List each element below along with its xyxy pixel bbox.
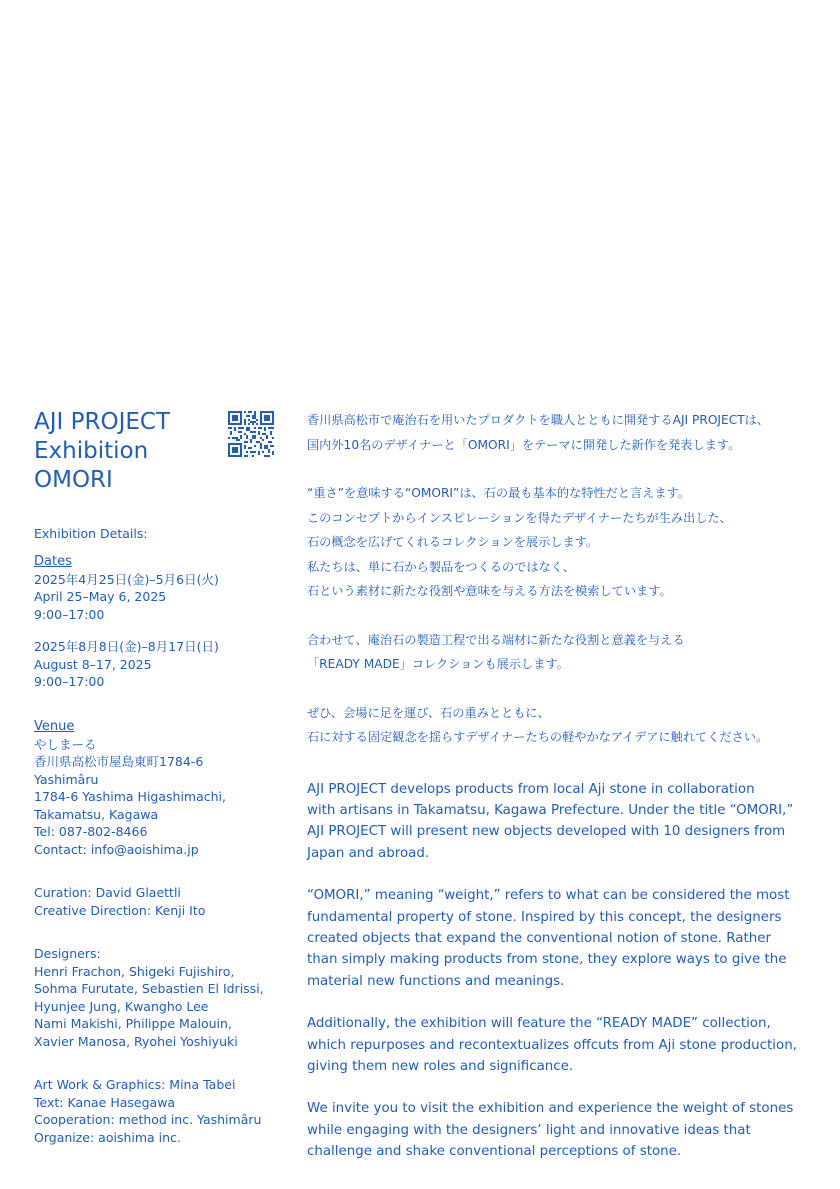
en-line: which repurposes and recontextualizes offcuts from Aji stone production, (307, 1037, 797, 1053)
en-line: while engaging with the designers’ light and innovative ideas that (307, 1122, 751, 1138)
venue-line: Takamatsu, Kagawa (34, 806, 159, 822)
designers (34, 945, 284, 1050)
jp-line: 国内外10名のデザイナーと「OMORI」をテーマに開発した新作を発表します。 (307, 437, 741, 452)
staff-line: Art Work & Graphics: Mina Tabei (34, 1077, 236, 1092)
jp-paragraph-1 (307, 408, 817, 457)
staff-line: Organize: aoishima inc. (34, 1129, 181, 1145)
venue-line: やしまーる (34, 736, 97, 752)
en-line: material new functions and meanings. (307, 973, 565, 989)
venue-label: Venue (34, 718, 75, 734)
en-line: Additionally, the exhibition will feature the “READY MADE” collection, (307, 1016, 771, 1032)
time-line: 9:00–17:00 (34, 606, 105, 622)
staff-line: Cooperation: method inc. Yashimâru (34, 1112, 262, 1127)
staff-credits (34, 1076, 284, 1146)
venue-line: Yashimâru (34, 771, 99, 787)
credits (34, 884, 284, 919)
designer-line: Hyunjee Jung, Kwangho Lee (34, 998, 209, 1014)
credit-line: Creative Direction: Kenji Ito (34, 902, 206, 918)
designer-line: Nami Makishi, Philippe Malouin, (34, 1016, 232, 1031)
date-line: August 8–17, 2025 (34, 656, 152, 672)
qr-code-icon (228, 411, 274, 457)
date-line: 2025年8月8日(金)–8月17日(日) (34, 639, 219, 654)
venue-info (34, 736, 284, 859)
dates-period-2 (34, 638, 284, 691)
en-paragraph-4 (307, 1098, 817, 1162)
details-column (34, 408, 284, 1146)
en-line: Japan and abroad. (307, 845, 430, 861)
jp-line: “重さ”を意味する“OMORI”は、石の最も基本的な特性だと言えます。 (307, 486, 690, 500)
en-line: fundamental property of stone. Inspired by this concept, the designers (307, 909, 782, 925)
jp-line: 石に対する固定観念を揺らすデザイナーたちの軽やかなアイデアに触れてください。 (307, 730, 769, 744)
jp-line: 石の概念を広げてくれるコレクションを展示します。 (307, 535, 599, 549)
title-line: OMORI (34, 467, 113, 493)
designer-line: Sohma Furutate, Sebastien El Idrissi, (34, 981, 264, 996)
venue-phone: Tel: 087-802-8466 (34, 824, 148, 839)
dates-label: Dates (34, 553, 72, 569)
title-line: Exhibition (34, 438, 149, 464)
designer-line: Xavier Manosa, Ryohei Yoshiyuki (34, 1033, 238, 1049)
designers-label: Designers: (34, 946, 101, 961)
designer-line: Henri Frachon, Shigeki Fujishiro, (34, 963, 235, 979)
title-line: AJI PROJECT (34, 409, 170, 435)
en-line: giving them new roles and significance. (307, 1058, 574, 1074)
date-line: April 25–May 6, 2025 (34, 589, 167, 604)
en-line: than simply making products from stone, they explore ways to give the (307, 952, 787, 968)
jp-line: ぜひ、会場に足を運び、石の重みとともに、 (307, 705, 550, 720)
description-column (307, 408, 817, 1163)
venue-contact: Contact: info@aoishima.jp (34, 841, 199, 857)
jp-line: 合わせて、庵治石の製造工程で出る端材に新たな役割と意義を与える (307, 632, 685, 647)
jp-line: 「READY MADE」コレクションも展示します。 (307, 657, 569, 671)
date-line: 2025年4月25日(金)–5月6日(火) (34, 571, 219, 587)
jp-paragraph-3 (307, 628, 817, 677)
en-paragraph-2 (307, 885, 817, 992)
en-line: created objects that expand the conventional notion of stone. Rather (307, 930, 771, 946)
jp-line: 私たちは、単に石から製品をつくるのではなく、 (307, 559, 575, 574)
en-line: We invite you to visit the exhibition and experience the weight of stones (307, 1101, 794, 1117)
venue-line: 1784-6 Yashima Higashimachi, (34, 789, 226, 804)
en-line: AJI PROJECT will present new objects developed with 10 designers from (307, 824, 786, 840)
staff-line: Text: Kanae Hasegawa (34, 1094, 176, 1110)
en-line: AJI PROJECT develops products from local Aji stone in collaboration (307, 781, 755, 797)
en-line: with artisans in Takamatsu, Kagawa Prefecture. Under the title “OMORI,” (307, 802, 794, 818)
en-line: challenge and shake conventional perceptions of stone. (307, 1144, 682, 1160)
jp-line: 香川県高松市で庵治石を用いたプロダクトを職人とともに開発するAJI PROJECTは、 (307, 413, 770, 427)
jp-paragraph-4 (307, 701, 817, 750)
time-line: 9:00–17:00 (34, 674, 105, 689)
venue-line: 香川県高松市屋島東町1784-6 (34, 754, 204, 769)
jp-line: 石という素材に新たな役割や意味を与える方法を模索しています。 (307, 584, 672, 598)
jp-line: このコンセプトからインスピレーションを得たデザイナーたちが生み出した、 (307, 510, 732, 525)
en-paragraph-1 (307, 779, 817, 865)
credit-line: Curation: David Glaettli (34, 885, 181, 900)
en-line: “OMORI,” meaning “weight,” refers to what can be considered the most (307, 888, 790, 904)
en-paragraph-3 (307, 1013, 817, 1077)
jp-paragraph-2 (307, 481, 817, 604)
dates-period-1 (34, 571, 284, 624)
details-heading: Exhibition Details: (34, 526, 148, 541)
